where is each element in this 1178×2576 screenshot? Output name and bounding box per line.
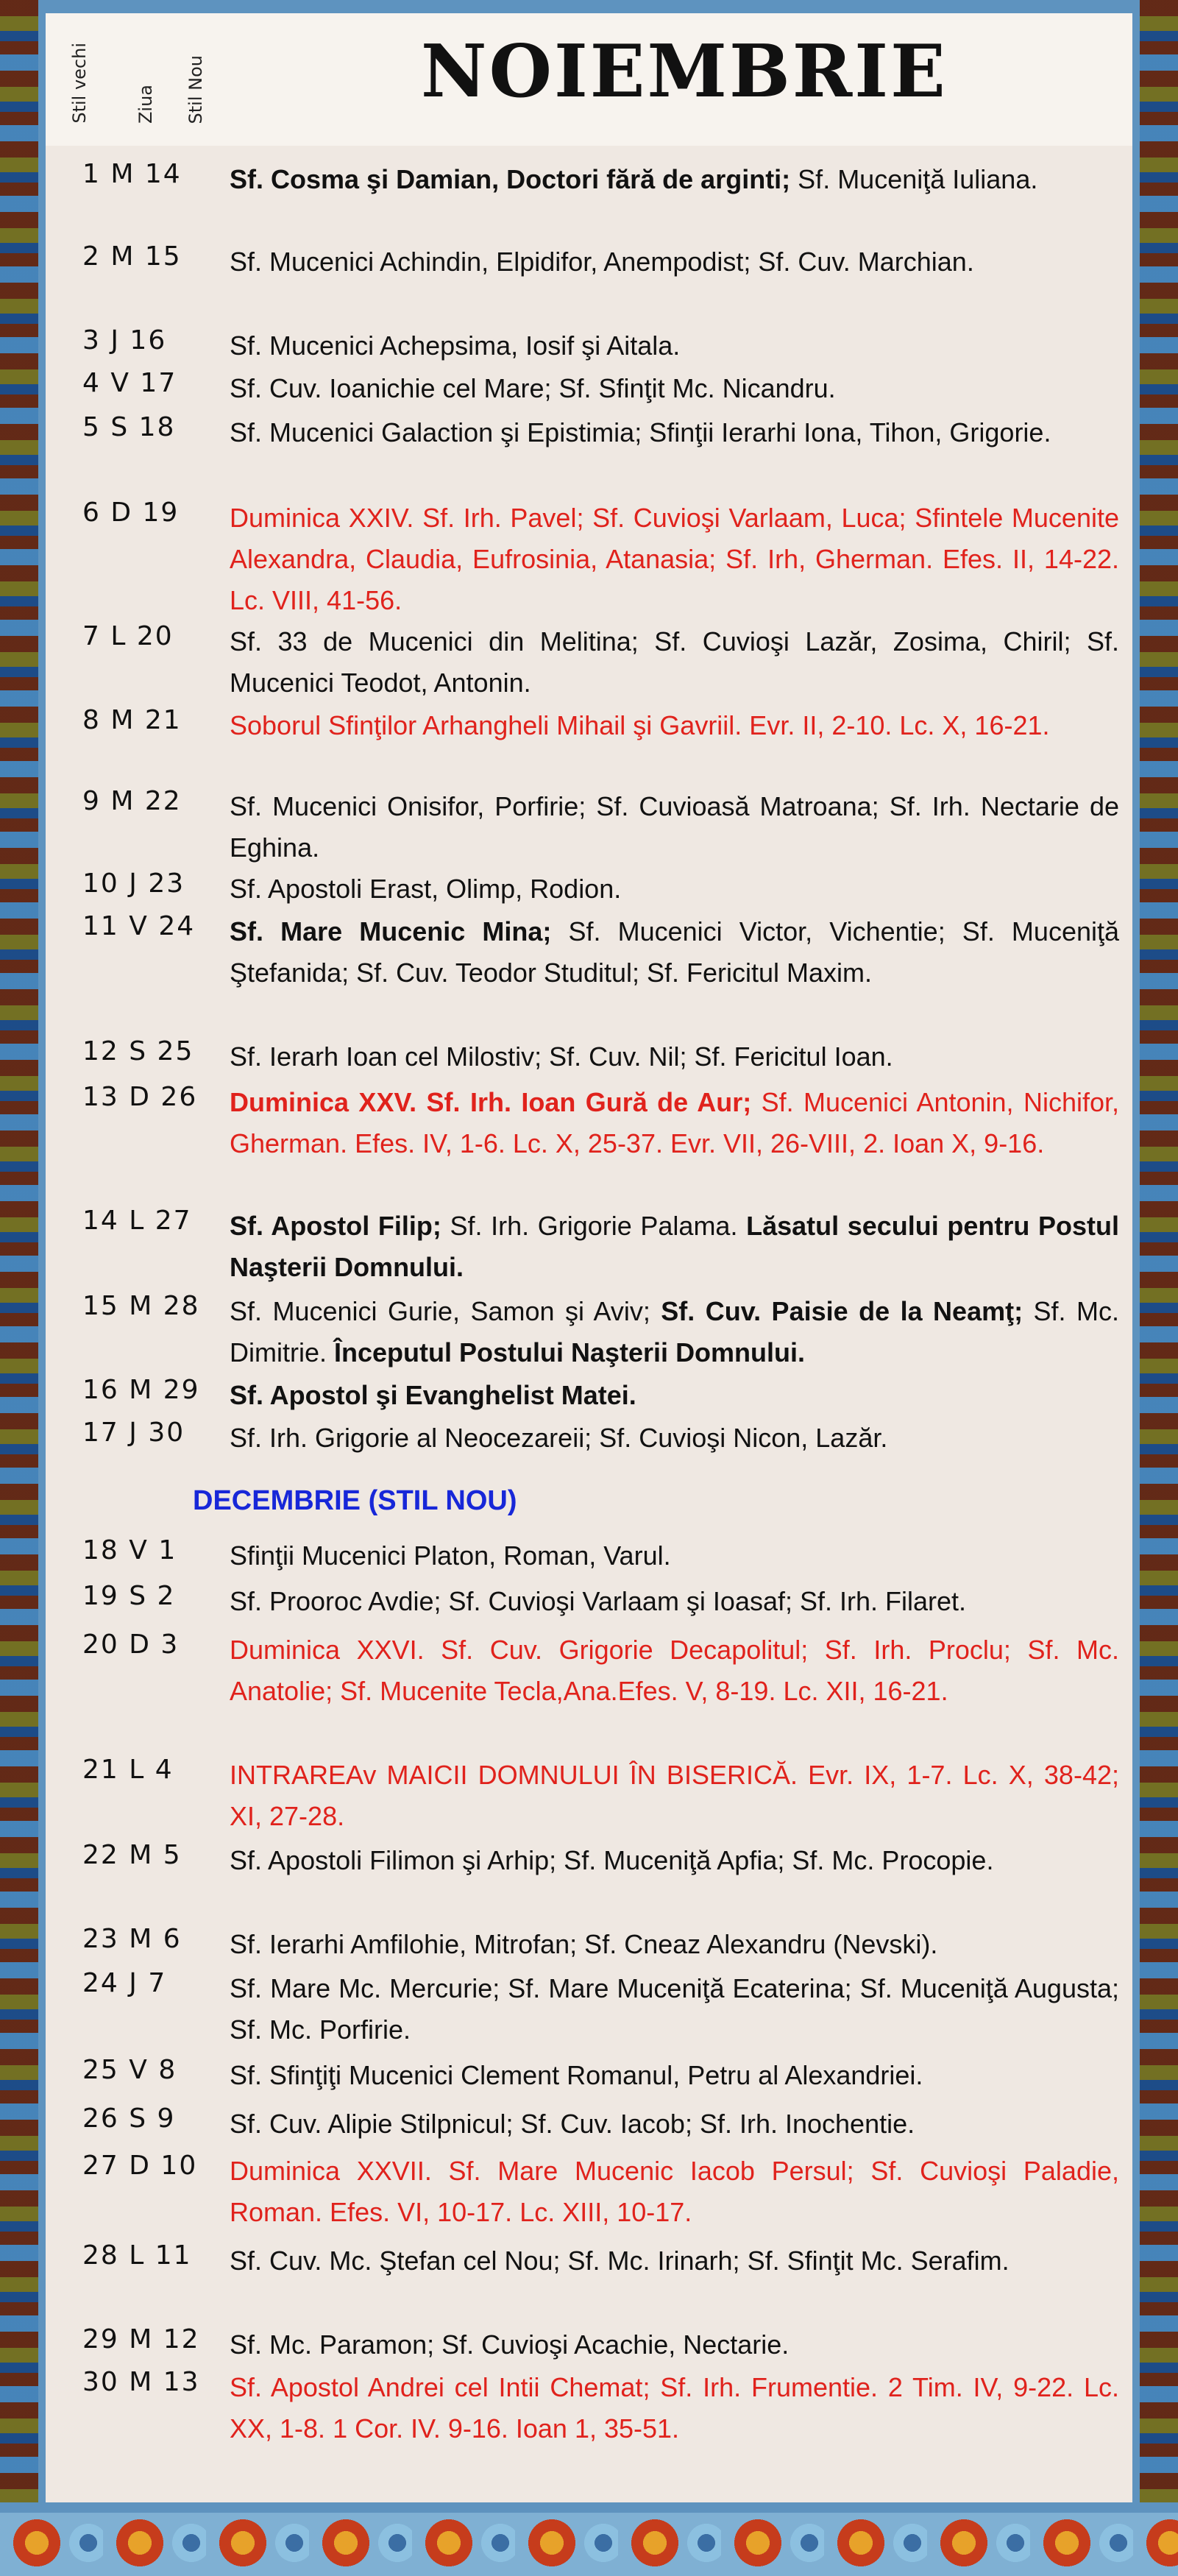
entry-date: 2 M 15 bbox=[82, 241, 182, 272]
entry-text: Sf. Mare Mc. Mercurie; Sf. Mare Muceniţă Ecaterina; Sf. Muceniţă Augusta; Sf. Mc. Porfirie. bbox=[230, 1973, 1119, 2045]
entry-date: 29 M 12 bbox=[82, 2324, 200, 2354]
entry-feast-bold: Lăsatul secului pentru Postul Naşterii Domnului. bbox=[230, 1211, 1119, 1282]
entry-feast-bold: Duminica XXV. Sf. Irh. Ioan Gură de Aur; bbox=[230, 1087, 752, 1117]
entry-text: Duminica XXVII. Sf. Mare Mucenic Iacob Persul; Sf. Cuvioşi Paladie, Roman. Efes. VI, 10-17. Lc. XIII, 10-17. bbox=[230, 2156, 1119, 2227]
section-december-heading: DECEMBRIE (STIL NOU) bbox=[193, 1485, 517, 1516]
entry-text: Sf. Mc. Paramon; Sf. Cuvioşi Acachie, Nectarie. bbox=[230, 2329, 790, 2360]
entry-feast-bold: Începutul Postului Naşterii Domnului. bbox=[334, 1337, 806, 1367]
entry-feast-bold: Sf. Cuv. Paisie de la Neamţ; bbox=[661, 1296, 1023, 1326]
entry-feast-bold: Sf. Apostol Filip; bbox=[230, 1211, 441, 1241]
month-title: NOIEMBRIE bbox=[421, 29, 948, 114]
entry-date: 20 D 3 bbox=[82, 1630, 180, 1660]
entry-date: 12 S 25 bbox=[82, 1036, 194, 1066]
month-header bbox=[46, 13, 1132, 147]
column-day-label: Ziua bbox=[135, 84, 156, 124]
entry-date: 6 D 19 bbox=[82, 498, 180, 528]
entry-text: Soborul Sfinţilor Arhangheli Mihail şi Gavriil. Evr. II, 2-10. Lc. X, 16-21. bbox=[230, 710, 1050, 740]
entry-date: 23 M 6 bbox=[82, 1924, 182, 1954]
entry-date: 13 D 26 bbox=[82, 1082, 198, 1112]
entry-text: Sf. Apostol şi Evanghelist Matei. bbox=[230, 1380, 636, 1410]
entry-date: 16 M 29 bbox=[82, 1375, 200, 1405]
entry-date: 18 V 1 bbox=[82, 1535, 177, 1565]
entry-text: INTRAREAv MAICII DOMNULUI ÎN BISERICĂ. Evr. IX, 1-7. Lc. X, 38-42; XI, 27-28. bbox=[230, 1760, 1119, 1831]
entry-text: Sf. Ierarhi Amfilohie, Mitrofan; Sf. Cneaz Alexandru (Nevski). bbox=[230, 1929, 938, 1959]
entry-feast-bold: Sf. Cosma şi Damian, Doctori fără de arginti; bbox=[230, 164, 791, 194]
entry-feast: Sf. Mucenici Victor, Vichentie; Sf. Muceniţă Ştefanida; Sf. Cuv. Teodor Studitul; Sf. Fericitul Maxim. bbox=[230, 916, 1120, 988]
calendar-entries bbox=[46, 146, 1132, 2502]
entry-date: 25 V 8 bbox=[82, 2055, 177, 2085]
column-new-style-label: Stil Nou bbox=[185, 54, 206, 124]
entry-date: 9 M 22 bbox=[82, 786, 182, 816]
entry-text: Sf. Mucenici Achepsima, Iosif şi Aitala. bbox=[230, 330, 681, 361]
entry-date: 24 J 7 bbox=[82, 1968, 167, 1998]
ornamental-border-right bbox=[1132, 0, 1178, 2576]
entry-date: 22 M 5 bbox=[82, 1840, 182, 1870]
entry-date: 26 S 9 bbox=[82, 2103, 176, 2134]
entry-text: Sf. Prooroc Avdie; Sf. Cuvioşi Varlaam şi Ioasaf; Sf. Irh. Filaret. bbox=[230, 1586, 967, 1616]
column-old-style-label: Stil vechi bbox=[69, 43, 90, 124]
entry-feast: Sf. Mucenici Gurie, Samon şi Aviv; bbox=[230, 1296, 661, 1326]
entry-text: Sfinţii Mucenici Platon, Roman, Varul. bbox=[230, 1540, 671, 1571]
entry-text: Sf. Mucenici Galaction şi Epistimia; Sfinţii Ierarhi Iona, Tihon, Grigorie. bbox=[230, 417, 1051, 447]
entry-text: Sf. Mucenici Achindin, Elpidifor, Anempodist; Sf. Cuv. Marchian. bbox=[230, 247, 974, 277]
entry-text: Sf. Cuv. Ioanichie cel Mare; Sf. Sfinţit Mc. Nicandru. bbox=[230, 373, 836, 403]
entry-text: Sf. Apostoli Filimon şi Arhip; Sf. Muceniţă Apfia; Sf. Mc. Procopie. bbox=[230, 1845, 994, 1875]
entry-date: 5 S 18 bbox=[82, 412, 176, 442]
entry-date: 10 J 23 bbox=[82, 868, 185, 899]
ornamental-border-bottom bbox=[0, 2502, 1178, 2576]
entry-date: 27 D 10 bbox=[82, 2151, 198, 2181]
entry-date: 30 M 13 bbox=[82, 2367, 200, 2397]
entry-date: 14 L 27 bbox=[82, 1206, 192, 1236]
entry-date: 11 V 24 bbox=[82, 911, 196, 941]
entry-date: 15 M 28 bbox=[82, 1291, 200, 1321]
entry-date: 3 J 16 bbox=[82, 325, 167, 355]
entry-feast: Sf. Irh. Grigorie Palama. bbox=[441, 1211, 747, 1241]
entry-text: Sf. Irh. Grigorie al Neocezareii; Sf. Cuvioşi Nicon, Lazăr. bbox=[230, 1423, 888, 1453]
entry-text: Sf. Apostol Andrei cel Intii Chemat; Sf. Irh. Frumentie. 2 Tim. IV, 9-22. Lc. XX, 1-8. 1 Cor. IV. 9-16. Ioan 1, 35-51. bbox=[230, 2372, 1119, 2444]
entry-date: 19 S 2 bbox=[82, 1581, 176, 1611]
entry-text: Sf. Sfinţiţi Mucenici Clement Romanul, Petru al Alexandriei. bbox=[230, 2060, 923, 2090]
entry-date: 8 M 21 bbox=[82, 705, 182, 735]
entry-text: Sf. Mucenici Onisifor, Porfirie; Sf. Cuvioasă Matroana; Sf. Irh. Nectarie de Eghina. bbox=[230, 791, 1119, 863]
entry-feast: Sf. Mucenici Antonin, Nichifor, Gherman. Efes. IV, 1-6. Lc. X, 25-37. Evr. VII, 26-VIII, 2. Ioan X, 9-16. bbox=[230, 1087, 1119, 1158]
ornamental-border-left bbox=[0, 0, 46, 2576]
entry-text: Sf. Cuv. Alipie Stilpnicul; Sf. Cuv. Iacob; Sf. Irh. Inochentie. bbox=[230, 2109, 915, 2139]
entry-text: Sf. Cuv. Mc. Ştefan cel Nou; Sf. Mc. Irinarh; Sf. Sfinţit Mc. Serafim. bbox=[230, 2246, 1010, 2276]
entry-text: Duminica XXVI. Sf. Cuv. Grigorie Decapolitul; Sf. Irh. Proclu; Sf. Mc. Anatolie; Sf. Mucenite Tecla,Ana.Efes. V, 8-19. Lc. XII, 16-21. bbox=[230, 1635, 1119, 1706]
entry-date: 1 M 14 bbox=[82, 159, 182, 189]
entry-feast: Sf. Mc. Dimitrie. bbox=[230, 1296, 1120, 1367]
entry-text: Sf. Apostoli Erast, Olimp, Rodion. bbox=[230, 874, 622, 904]
ornamental-border-top bbox=[0, 0, 1178, 13]
entry-date: 4 V 17 bbox=[82, 368, 177, 398]
entry-text: Sf. 33 de Mucenici din Melitina; Sf. Cuvioşi Lazăr, Zosima, Chiril; Sf. Mucenici Teodot, Antonin. bbox=[230, 626, 1119, 698]
entry-date: 21 L 4 bbox=[82, 1755, 174, 1785]
entry-text: Duminica XXIV. Sf. Irh. Pavel; Sf. Cuvioşi Varlaam, Luca; Sfintele Mucenite Alexandra, Claudia, Eufrosinia, Atanasia; Sf. Irh, Gherman. Efes. II, 14-22. Lc. VIII, 41-56. bbox=[230, 503, 1119, 615]
entry-text: Sf. Ierarh Ioan cel Milostiv; Sf. Cuv. Nil; Sf. Fericitul Ioan. bbox=[230, 1041, 893, 1072]
entry-feast-bold: Sf. Mare Mucenic Mina; bbox=[230, 916, 552, 946]
entry-date: 7 L 20 bbox=[82, 621, 174, 651]
entry-date: 17 J 30 bbox=[82, 1418, 185, 1448]
entry-date: 28 L 11 bbox=[82, 2240, 192, 2271]
entry-feast: Sf. Muceniţă Iuliana. bbox=[790, 164, 1038, 194]
